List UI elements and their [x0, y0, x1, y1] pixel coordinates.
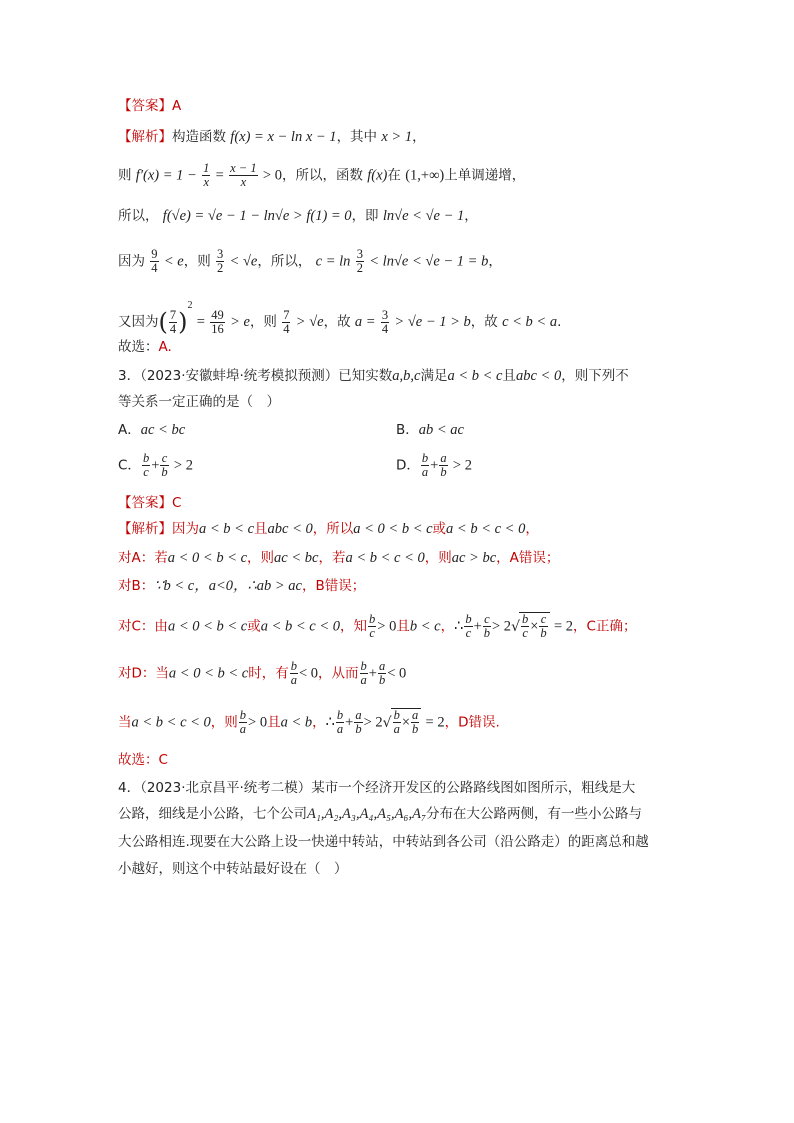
q3-options-row-2: [118, 452, 678, 482]
q3-option-d: D． $\frac{b}{a}$ + $\frac{a}{b}$ > 2: [396, 451, 472, 479]
fraction: $\frac{1}{x}$: [203, 161, 210, 189]
q3-option-b: B．ab < ac: [396, 422, 464, 438]
q3-option-c: C． $\frac{b}{c}$ + $\frac{c}{b}$ > 2: [118, 451, 193, 479]
fraction: $\frac{x - 1}{x}$: [230, 161, 257, 189]
math: f(√e) = √e − 1 − ln√e > f(1) = 0: [162, 208, 352, 224]
math: x > 1: [381, 129, 413, 145]
q2-answer-line: [118, 96, 181, 116]
q3-analysis-line-3: 对B：∵b < c，a<0，∴ab > ac，B错误；: [118, 578, 366, 594]
fraction: $\frac{3}{2}$: [217, 247, 224, 275]
q4-stem-line-1: 4．（2023·北京昌平·统考二模）某市一个经济开发区的公路路线图如图所示，粗线是大: [118, 780, 636, 796]
q2-analysis-line-4: 因为 $\frac{9}{4}$ < e，则 $\frac{3}{2}$ < √e，所以， c = ln $\frac{3}{2}$ < ln√e < √e − 1 = b，: [118, 247, 502, 275]
q3-choose-line: 故选：C: [118, 752, 168, 768]
q4-stem-line-2: 公路，细线是小公路，七个公司A₁,A₂,A₃,A₄,A₅,A₆,A₇分布在大公路两侧，有一些小公路与: [118, 806, 643, 822]
fraction: $\frac{7}{4}$: [283, 307, 290, 336]
q3-choose: C: [158, 752, 168, 768]
fraction: $\frac{3}{4}$: [381, 307, 389, 336]
sqrt: $\frac{b}{a}$ × $\frac{a}{b}$: [391, 708, 422, 736]
q3-stem-line-2: 等关系一定正确的是（ ）: [118, 394, 280, 410]
sqrt: $\frac{b}{c}$ × $\frac{c}{b}$: [519, 612, 550, 640]
q3-analysis-line-2: 对A：若a < 0 < b < c，则ac < bc，若a < b < c < 0，则ac > bc，A错误；: [118, 550, 560, 566]
q4-stem-line-3: 大公路相连.现要在大公路上设一快递中转站，中转站到各公司（沿公路走）的距离总和越: [118, 834, 649, 850]
math: ln√e < √e − 1: [382, 208, 465, 224]
answer-label: 【答案】: [118, 98, 172, 114]
q2-analysis-line-3: 所以， f(√e) = √e − 1 − ln√e > f(1) = 0，即 ln√e < √e − 1，: [118, 208, 478, 224]
q3-analysis-line-4: 对C：由a < 0 < b < c或a < b < c < 0，知 $\frac{b}{c}$ > 0且b < c，∴ $\frac{b}{c}$ + $\frac{c}{b}$ > 2√ $\frac{b}{c}$ × $\frac{c}{b}$ = 2，C正确；: [118, 612, 637, 640]
q2-choose: A.: [158, 339, 172, 355]
q3-analysis-line-1: 【解析】因为a < b < c且abc < 0，所以a < 0 < b < c或a < b < c < 0，: [118, 521, 539, 537]
fraction: $\frac{9}{4}$: [151, 247, 158, 275]
q3-analysis-line-5: 对D：当a < 0 < b < c时，有 $\frac{b}{a}$ < 0，从而 $\frac{b}{a}$ + $\frac{a}{b}$ < 0: [118, 659, 407, 687]
choose-label: 故选：: [118, 339, 159, 355]
fraction: $\frac{3}{2}$: [356, 247, 363, 275]
q2-choose-line: [118, 337, 172, 357]
math: (1,+∞): [405, 167, 445, 184]
math: f(x): [367, 167, 388, 184]
q2-analysis-line-2: 则 f′(x) = 1 − $\frac{1}{x}$ = $\frac{x - 1}{x}$ > 0，所以，函数 f(x)在 (1,+∞)上单调递增，: [118, 161, 526, 189]
q4-stem-line-4: 小越好，则这个中转站最好设在（ ）: [118, 861, 348, 877]
q2-analysis-line-1: 【解析】构造函数 f(x) = x − ln x − 1，其中 x > 1，: [118, 129, 426, 145]
math: f′(x) = 1 −: [135, 167, 197, 184]
q3-stem-line-1: 3．（2023·安徽蚌埠·统考模拟预测）已知实数a,b,c满足a < b < c且abc < 0，则下列不: [118, 368, 629, 384]
fraction: $\frac{7}{4}$: [169, 307, 177, 336]
q2-answer: A: [172, 98, 182, 114]
q3-option-a: A．ac < bc: [118, 422, 186, 438]
analysis-label: 【解析】: [118, 129, 172, 145]
q2-analysis-line-5: 又因为( $\frac{7}{4}$ )$^2$ = $\frac{49}{16}$ > e，则 $\frac{7}{4}$ > √e，故 a = $\frac{3}{4}$ > √e − 1 > b，故 c < b < a.: [118, 300, 562, 336]
fraction: $\frac{49}{16}$: [211, 307, 224, 336]
math: f(x) = x − ln x − 1: [230, 129, 337, 145]
q3-answer: C: [172, 495, 182, 511]
q3-analysis-line-6: 当a < b < c < 0，则 $\frac{b}{a}$ > 0且a < b，∴ $\frac{b}{a}$ + $\frac{a}{b}$ > 2√ $\frac{b}{a}$ × $\frac{a}{b}$ = 2，D错误.: [118, 708, 500, 736]
q3-answer-line: 【答案】C: [118, 495, 182, 511]
